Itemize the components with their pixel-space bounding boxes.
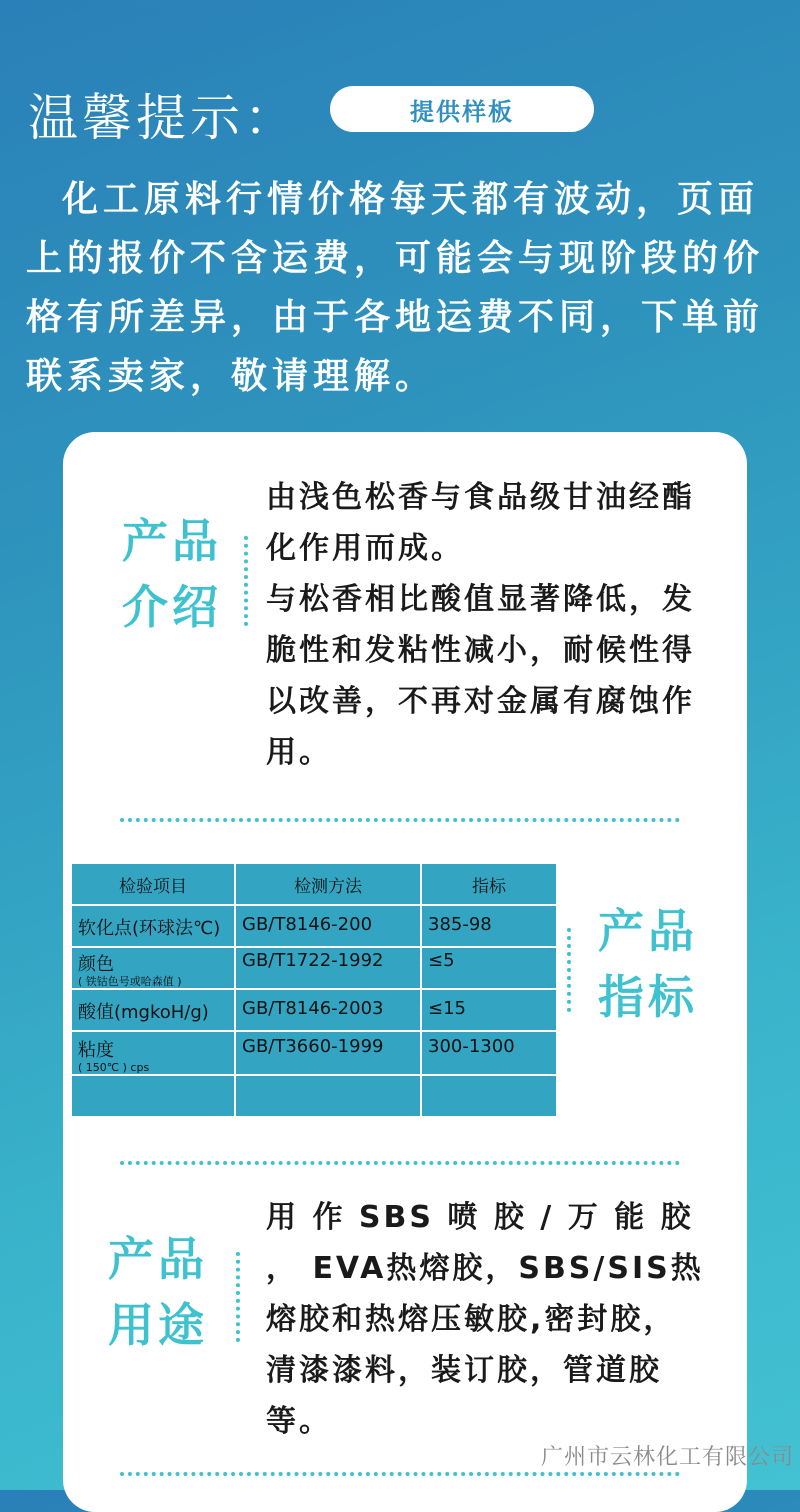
spec-method [235,1075,421,1117]
intro-divider [244,536,248,626]
spec-value [421,1075,557,1117]
section-divider [120,818,680,822]
spec-method: GB/T8146-200 [235,905,421,947]
spec-item: 颜色 ( 铁钴色号或哈森值 ) [71,947,235,989]
section-divider [120,1161,680,1165]
spec-value: 300-1300 [421,1031,557,1075]
usage-text: 用 作 SBS 喷 胶 / 万 能 胶 ， EVA热熔胶，SBS/SIS热熔胶和热熔压敏胶,密封胶，清漆漆料，装订胶，管道胶 等。 [266,1200,704,1439]
table-row [71,905,557,947]
spec-method: GB/T8146-2003 [235,989,421,1031]
spec-value: 385-98 [421,905,557,947]
table-row [71,989,557,1031]
spec-table-header [71,863,557,905]
spec-value: ≤5 [421,947,557,989]
section-divider [120,1472,680,1476]
sample-pill-button[interactable]: 提供样板 [330,86,594,132]
usage-divider [236,1252,240,1342]
intro-title: 产品介绍 [122,514,222,634]
spec-header-item: 检验项目 [71,863,235,905]
table-row [71,947,557,989]
spec-method: GB/T1722-1992 [235,947,421,989]
spec-item: 软化点(环球法℃) [71,905,235,947]
spec-divider [567,928,571,1012]
spec-title: 产品指标 [598,904,698,1024]
spec-item [71,1075,235,1117]
spec-header-method: 检测方法 [235,863,421,905]
notice-text: 化工原料行情价格每天都有波动，页面上的报价不含运费，可能会与现阶段的价格有所差异，由于各地运费不同，下单前联系卖家，敬请理解。 [26,179,765,397]
spec-method: GB/T3660-1999 [235,1031,421,1075]
spec-item: 粘度 ( 150℃ ) cps [71,1031,235,1075]
notice-title: 温馨提示： [28,89,298,147]
spec-table [70,862,558,1118]
spec-item: 酸值(mgkoH/g) [71,989,235,1031]
table-row [71,1075,557,1117]
spec-header-value: 指标 [421,863,557,905]
intro-text: 由浅色松香与食品级甘油经酯化作用而成。 与松香相比酸值显著降低，发脆性和发粘性减小，耐候性得以改善，不再对金属有腐蚀作用。 [266,480,695,770]
usage-title: 产品用途 [108,1232,208,1352]
company-watermark: 广州市云林化工有限公司 [540,1445,794,1470]
table-row [71,1031,557,1075]
spec-value: ≤15 [421,989,557,1031]
